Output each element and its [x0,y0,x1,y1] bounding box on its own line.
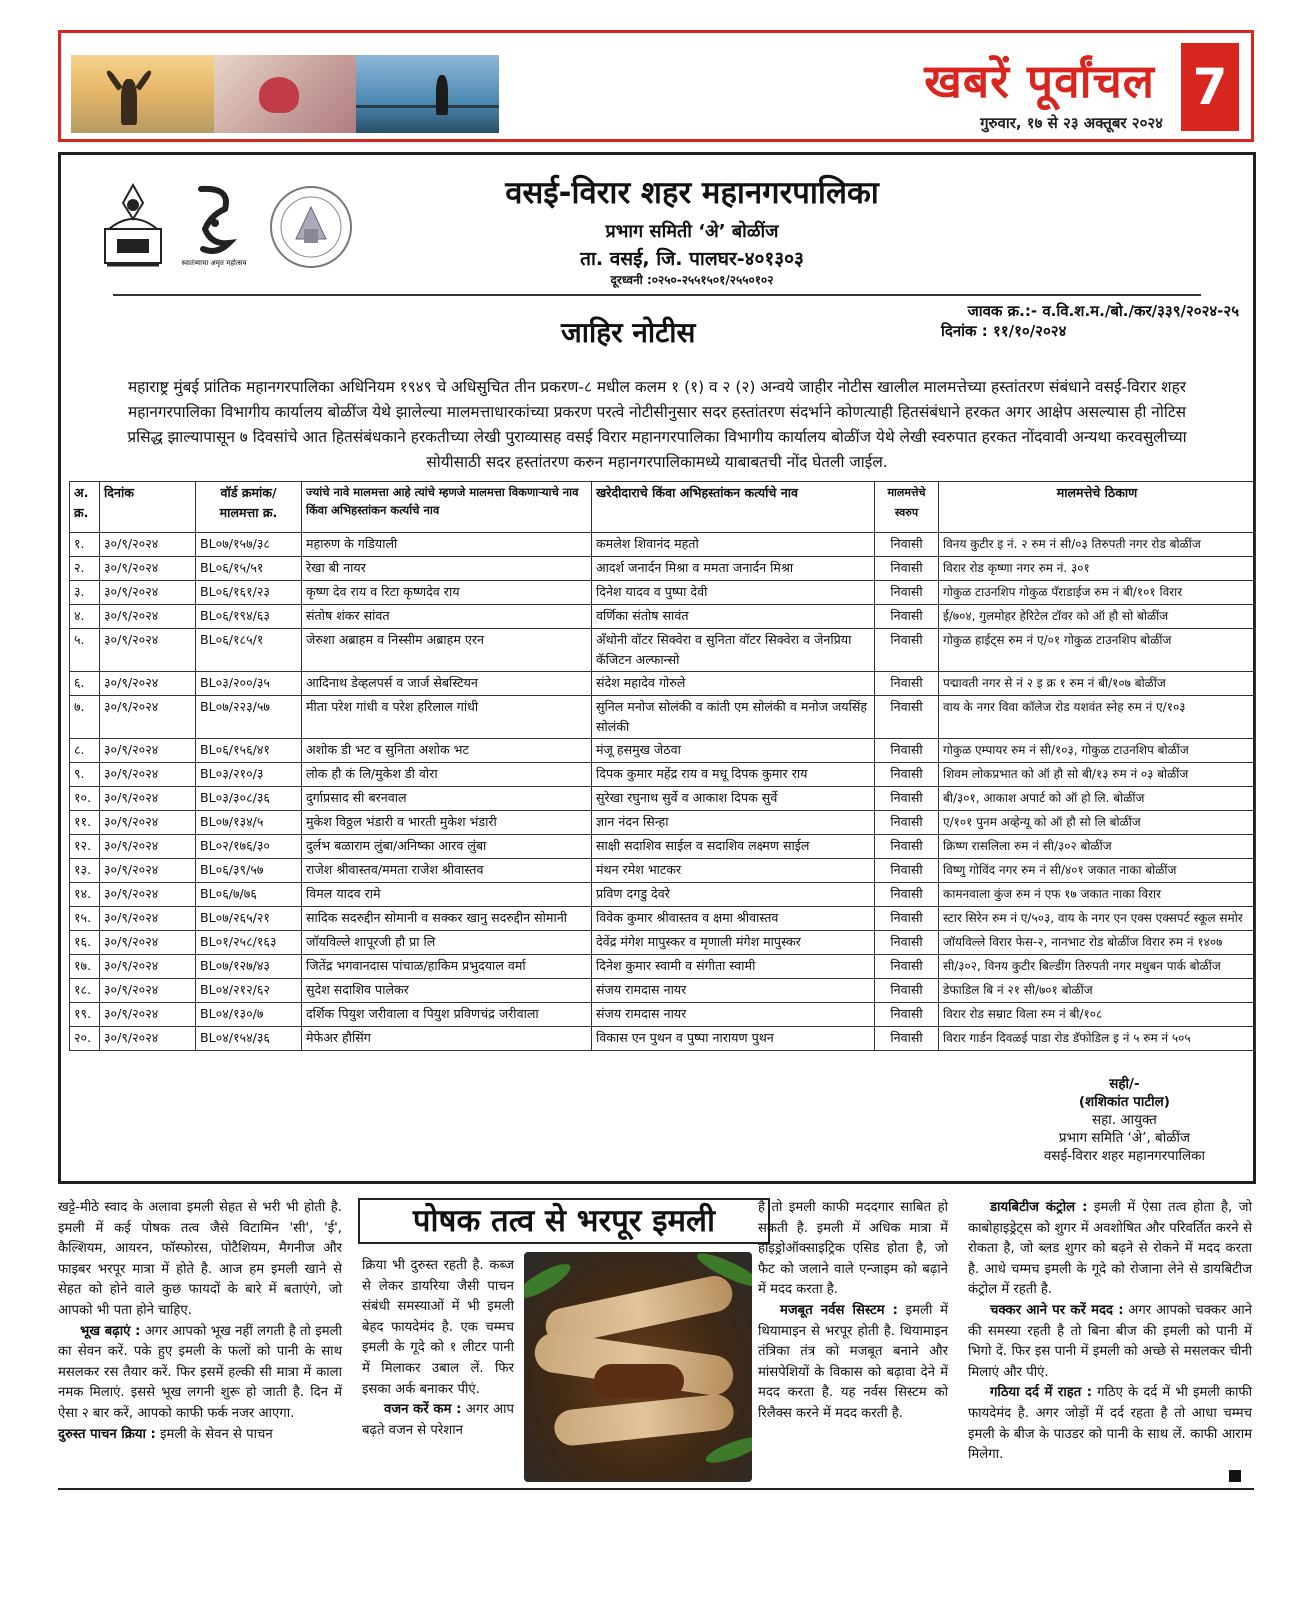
cell-seller: राजेश श्रीवास्तव/ममता राजेश श्रीवास्तव [302,859,592,883]
cell-date: ३०/९/२०२४ [100,696,196,739]
tamarind-photo [524,1252,752,1482]
cell-buyer: कमलेश शिवानंद महतो [592,533,875,557]
signatory-corp: वसई-विरार शहर महानगरपालिका [1043,1148,1205,1164]
cell-buyer: मंथन रमेश भाटकर [592,859,875,883]
article-heading-weight: वजन करें कम : [384,1402,462,1418]
col-header-buyer: खरेदीदाराचे किंवा अभिहस्तांकन कर्त्याचे नाव [592,482,875,533]
cell-buyer: दिनेश यादव व पुष्पा देवी [592,581,875,605]
article-heading-nervous: मजबूत नर्वस सिस्टम : [780,1302,898,1318]
cell-sr: ५. [70,629,100,672]
cell-sr: १६. [70,931,100,955]
cell-type: निवासी [875,1003,939,1027]
cell-sr: ४. [70,605,100,629]
table-row [70,979,1256,1003]
reference-number: जावक क्र.:- व.वि.श.म./बो./कर/३३९/२०२४-२५ [967,302,1239,320]
article-heading-dizziness: चक्कर आने पर करें मदद : [990,1302,1124,1318]
signature-mark: सही/- [1109,1076,1140,1092]
cell-seller: दर्शिक पियुश जरीवाला व पियुश प्रविणचंद्र जरीवाला [302,1003,592,1027]
cell-type: निवासी [875,629,939,672]
table-header [70,482,1256,533]
cell-type: निवासी [875,696,939,739]
cell-date: ३०/९/२०२४ [100,835,196,859]
cell-location: विरार गार्डन दिवळई पाडा रोड डॅफोडिल इ नं ५ रुम नं ५०५ [939,1027,1256,1051]
table-row [70,931,1256,955]
table-row [70,859,1256,883]
article-col-1 [58,1198,342,1445]
table-row [70,629,1256,672]
cell-ward: BL०४/२१२/६२ [196,979,302,1003]
table-row [70,696,1256,739]
cell-ward: BL०६/१८५/१ [196,629,302,672]
cell-ward: BL०६/१५/५१ [196,557,302,581]
cell-buyer: वर्णिका संतोष सावंत [592,605,875,629]
cell-seller: अशोक डी भट व सुनिता अशोक भट [302,739,592,763]
cell-location: ई/७०४, गुलमोहर हेरिटेल टॉवर को ऑ हौ सो बोळींज [939,605,1256,629]
cell-date: ३०/९/२०२४ [100,859,196,883]
cell-type: निवासी [875,835,939,859]
cell-type: निवासी [875,811,939,835]
cell-seller: संतोष शंकर सांवत [302,605,592,629]
cell-type: निवासी [875,763,939,787]
table-row [70,787,1256,811]
article-end-mark [1229,1470,1241,1482]
table-row [70,955,1256,979]
cell-seller: दुर्गाप्रसाद सी बरनवाल [302,787,592,811]
cell-sr: १८. [70,979,100,1003]
header-divider [113,294,1201,296]
cell-type: निवासी [875,955,939,979]
photo-hands-heart [214,55,357,133]
signatory-committee: प्रभाग समिति ‘अे’, बोळींज [1058,1130,1191,1146]
cell-ward: BL०३/२००/३५ [196,672,302,696]
cell-ward: BL०७/१२७/४३ [196,955,302,979]
article-heading-diabetes: डायबिटीज कंट्रोल : [990,1200,1088,1215]
article-intro: खट्टे-मीठे स्वाद के अलावा इमली सेहत से भरी भी होती है. इमली में कई पोषक तत्व जैसे विटामिन 'सी', 'ई', कैल्शियम, आयरन, फॉस्फोरस, पोटैशियम, मैगनीज और फाइबर भरपूर मात्रा में होते है. आज हम इमली खाने से सेहत को होने वाले कुछ फायदों के बारे में बताएंगे, जो आपको भी पता होने चाहिए. [58,1200,342,1318]
photo-woman-sunrise [71,55,214,133]
signatory-name: (शशिकांत पाटील) [1078,1094,1170,1110]
table-row [70,763,1256,787]
cell-location: गोकुळ हाईट्स रुम नं ए/०१ गोकुळ टाउनशिप बोळींज [939,629,1256,672]
article-text-arthritis: गठिए के दर्द में भी इमली काफी फायदेमंद है. अगर जोड़ों में दर्द रहता है तो आधा चम्मच इमली के बीज के पाउडर को पानी के साथ लें. काफी आराम मिलेगा. [968,1385,1252,1463]
table-row [70,557,1256,581]
table-row [70,605,1256,629]
cell-sr: ३. [70,581,100,605]
cell-date: ३०/९/२०२४ [100,811,196,835]
cell-buyer: विवेक कुमार श्रीवास्तव व क्षमा श्रीवास्तव [592,907,875,931]
table-row [70,883,1256,907]
cell-ward: BL०३/३०८/३६ [196,787,302,811]
cell-location: विनय कुटीर इ नं. २ रुम नं सी/०३ तिरुपती नगर रोड बोळींज [939,533,1256,557]
cell-buyer: सुरेखा रघुनाथ सुर्वे व आकाश दिपक सुर्वे [592,787,875,811]
article-text-dizziness: अगर आपको चक्कर आने की समस्या रहती है तो बिना बीज की इमली को पानी में भिगो दें. फिर इस पानी में इमली को अच्छे से मसलकर चीनी मिलाएं और पीएं. [968,1302,1252,1380]
cell-type: निवासी [875,979,939,1003]
cell-sr: ९. [70,763,100,787]
notice-title: जाहिर नोटीस [561,316,696,349]
cell-type: निवासी [875,557,939,581]
cell-type: निवासी [875,883,939,907]
cell-buyer: संजय रामदास नायर [592,1003,875,1027]
signature-block [1044,1075,1205,1165]
col-header-ward: वॉर्ड क्रमांक/ मालमत्ता क्र. [196,482,302,533]
cell-type: निवासी [875,581,939,605]
article-text-weight-cont: है तो इमली काफी मददगार साबित हो सकती है. इमली में अधिक मात्रा में हाइड्रोऑक्साइट्रिक एसिड होता है, जो फैट को जलाने वाले एन्जाइम को बढ़ाने में मदद करता है. [758,1200,948,1298]
cell-date: ३०/९/२०२४ [100,763,196,787]
article-col-4 [968,1198,1252,1466]
property-transfer-table [69,481,1256,1051]
cell-date: ३०/९/२०२४ [100,955,196,979]
cell-location: विरार रोड सम्राट विला रुम नं बी/१०८ [939,1003,1256,1027]
cell-location: गोकुळ टाउनशिप गोकुळ पॅराडाईज रुम नं बी/१०१ विरार [939,581,1256,605]
col-header-seller: ज्यांचे नावे मालमत्ता आहे त्यांचे म्हणजे मालमत्ता विकणाऱ्याचे नाव किंवा अभिहस्तांकन कर्त्याचे नाव [302,482,592,533]
corporation-name: वसई-विरार शहर महानगरपालिका [505,175,879,211]
table-row [70,1003,1256,1027]
cell-buyer: दिपक कुमार महेंद्र राय व मधू दिपक कुमार राय [592,763,875,787]
cell-seller: जेरुशा अब्राहम व निस्सीम अब्राहम एरन [302,629,592,672]
cell-seller: कृष्ण देव राय व रिटा कृष्णदेव राय [302,581,592,605]
cell-type: निवासी [875,605,939,629]
cell-location: सी/३०२, विनय कुटीर बिल्डींग तिरुपती नगर मधुबन पार्क बोळींज [939,955,1256,979]
cell-sr: १२. [70,835,100,859]
cell-location: शिवम लोकप्रभात को ऑ हौ सो बी/१३ रुम नं ०३ बोळींज [939,763,1256,787]
cell-type: निवासी [875,739,939,763]
table-row [70,811,1256,835]
cell-seller: लोक हौ कं लि/मुकेश डी वोरा [302,763,592,787]
cell-location: विष्णु गोविंद नगर रुम नं सी/४०१ जकात नाका बोळींज [939,859,1256,883]
col-header-type: मालमत्तेचे स्वरुप [875,482,939,533]
cell-buyer: प्रविण दगडु देवरे [592,883,875,907]
cell-buyer: देवेंद्र मंगेश मापुस्कर व मृणाली मंगेश मापुस्कर [592,931,875,955]
cell-date: ३०/९/२०२४ [100,787,196,811]
cell-location: क्रिष्ण रासलिला रुम नं सी/३०२ बोळींज [939,835,1256,859]
cell-seller: मीता परेश गांधी व परेश हरिलाल गांधी [302,696,592,739]
article-title: पोषक तत्व से भरपूर इमली [358,1198,770,1244]
article-text-appetite: अगर आपको भूख नहीं लगती है तो इमली का सेवन करें. पके हुए इमली के फलों को पानी के साथ मसलकर रस तैयार करें. फिर इसमें हल्की सी मात्रा में काला नमक मिलाएं. इससे भूख लगनी शुरू हो जाती है. दिन में ऐसा २ बार करें, आपको काफी फर्क नजर आएगा. [58,1323,342,1421]
cell-type: निवासी [875,859,939,883]
cell-buyer: मंजू हसमुख जेठवा [592,739,875,763]
article-heading-digestion: दुरुस्त पाचन क्रिया : [58,1426,156,1442]
cell-seller: दुर्लभ बळाराम लुंबा/अनिष्का आरव लुंबा [302,835,592,859]
corporation-phone: दूरध्वनी :०२५०-२५५१५०१/२५५०१०२ [610,273,774,287]
col-header-sr: अ. क्र. [70,482,100,533]
cell-sr: ११. [70,811,100,835]
cell-seller: मेफेअर हौसिंग [302,1027,592,1051]
cell-ward: BL०१/२५८/१६३ [196,931,302,955]
table-row [70,907,1256,931]
cell-ward: BL०६/१६१/२३ [196,581,302,605]
cell-sr: १४. [70,883,100,907]
cell-date: ३०/९/२०२४ [100,605,196,629]
cell-sr: १०. [70,787,100,811]
table-row [70,672,1256,696]
cell-seller: महारुण के गडियाली [302,533,592,557]
cell-sr: १५. [70,907,100,931]
cell-ward: BL०७/१३४/५ [196,811,302,835]
table-row [70,1027,1256,1051]
cell-location: बी/३०१, आकाश अपार्ट को ऑ हो लि. बोळींज [939,787,1256,811]
cell-sr: ८. [70,739,100,763]
cell-location: कामनवाला कुंज रुम नं एफ १७ जकात नाका विरार [939,883,1256,907]
cell-seller: विमल यादव रामे [302,883,592,907]
cell-ward: BL०७/१५७/३८ [196,533,302,557]
cell-seller: सुदेश सदाशिव पालेकर [302,979,592,1003]
cell-seller: आदिनाथ डेव्हलपर्स व जार्ज सेबस्टियन [302,672,592,696]
cell-date: ३०/९/२०२४ [100,907,196,931]
tamarind-article [58,1198,1254,1488]
col-header-location: मालमत्तेचे ठिकाण [939,482,1256,533]
cell-ward: BL०६/१५६/४१ [196,739,302,763]
cell-sr: १. [70,533,100,557]
signatory-designation: सहा. आयुक्त [1091,1112,1157,1128]
cell-location: ए/१०१ पुनम अव्हेन्यू को ऑ हौ सो लि बोळींज [939,811,1256,835]
article-text-weight: अगर आप बढ़ते वजन से परेशान [362,1402,514,1438]
cell-sr: १९. [70,1003,100,1027]
cell-ward: BL०६/७/७६ [196,883,302,907]
cell-date: ३०/९/२०२४ [100,1003,196,1027]
corporation-address: ता. वसई, जि. पालघर-४०१३०३ [580,248,804,270]
cell-ward: BL०४/१३०/७ [196,1003,302,1027]
cell-location: स्टार सिरेन रुम नं ए/५०३, वाय के नगर एन एक्स एक्सपर्ट स्कूल समोर [939,907,1256,931]
cell-date: ३०/९/२०२४ [100,883,196,907]
cell-buyer: दिनेश कुमार स्वामी व संगीता स्वामी [592,955,875,979]
table-row [70,739,1256,763]
cell-date: ३०/९/२०२४ [100,629,196,672]
cell-date: ३०/९/२०२४ [100,739,196,763]
article-text-nervous: इमली में थियामाइन से भरपूर होती है. थियामाइन तंत्रिका तंत्र को मजबूत बनाने और मांसपेशियों के विकास को बढ़ावा देने में मदद करता है. यह नर्वस सिस्टम को रिलैक्स करने में मदद करती है. [758,1302,949,1421]
reference-date: दिनांक : ११/१०/२०२४ [941,322,1067,340]
cell-buyer: संदेश महादेव गोरुले [592,672,875,696]
cell-seller: मुकेश विठ्ठल भंडारी व भारती मुकेश भंडारी [302,811,592,835]
page-number: 7 [1181,43,1239,131]
article-text-digestion-cont: क्रिया भी दुरुस्त रहती है. कब्ज से लेकर डायरिया जैसी पाचन संबंधी समस्याओं में भी इमली बेहद फायदेमंद है. एक चम्मच इमली के गूदे को १ लीटर पानी में मिलाकर उबाल लें. फिर इसका अर्क बनाकर पीएं. [362,1258,514,1397]
cell-date: ३०/९/२०२४ [100,533,196,557]
col-header-date: दिनांक [100,482,196,533]
cell-seller: जॉयविल्ले शापूरजी हौ प्रा लि [302,931,592,955]
cell-type: निवासी [875,533,939,557]
cell-date: ३०/९/२०२४ [100,672,196,696]
cell-ward: BL०४/१५४/३६ [196,1027,302,1051]
cell-seller: सादिक सदरुद्दीन सोमानी व सक्कर खानु सदरुद्दीन सोमानी [302,907,592,931]
article-text-diabetes: इमली में ऐसा तत्व होता है, जो काबोहाइड्रेट्स को शुगर में अवशोषित और परिवर्तित करने से रोकता है, जो ब्लड शुगर को बढ़ने से रोकने में मदद करता है. आधे चम्मच इमली के गूदे को रोजाना लेने से डायबिटीज कंट्रोल में रहती है. [968,1200,1253,1298]
cell-type: निवासी [875,672,939,696]
svg-text:स्वातंत्र्याचा अमृत महोत्सव: स्वातंत्र्याचा अमृत महोत्सव [181,259,247,267]
cell-buyer: साक्षी सदाशिव साईल व सदाशिव लक्ष्मण साईल [592,835,875,859]
article-heading-arthritis: गठिया दर्द में राहत : [990,1385,1093,1401]
cell-buyer: ज्ञान नंदन सिन्हा [592,811,875,835]
cell-type: निवासी [875,1027,939,1051]
cell-seller: रेखा बी नायर [302,557,592,581]
cell-type: निवासी [875,907,939,931]
cell-date: ३०/९/२०२४ [100,557,196,581]
article-col-2 [362,1256,514,1441]
cell-buyer: विकास एन पुथन व पुष्पा नारायण पुथन [592,1027,875,1051]
cell-seller: जितेंद्र भगवानदास पांचाळ/हाकिम प्रभुदयाल वर्मा [302,955,592,979]
public-notice [58,152,1256,1184]
cell-sr: १७. [70,955,100,979]
cell-buyer: संजय रामदास नायर [592,979,875,1003]
cell-buyer: सुनिल मनोज सोलंकी व कांती एम सोलंकी व मनोज जयसिंह सोलंकी [592,696,875,739]
cell-sr: २. [70,557,100,581]
cell-date: ३०/९/२०२४ [100,581,196,605]
cell-buyer: आदर्श जनार्दन मिश्रा व ममता जनार्दन मिश्रा [592,557,875,581]
cell-location: डेफाडिल बि नं २१ सी/७०१ बोळींज [939,979,1256,1003]
cell-ward: BL०६/३९/५७ [196,859,302,883]
cell-type: निवासी [875,787,939,811]
notice-paragraph: महाराष्ट्र मुंबई प्रांतिक महानगरपालिका अधिनियम १९४९ चे अधिसुचित तीन प्रकरण-८ मधील कलम १ (१) व २ (२) अन्वये जाहीर नोटीस खालील मालमत्तेच्या हस्तांतरण संबंधाने वसई-विरार शहर महानगरपालिका विभागीय कार्यालय बोळींज येथे झालेल्या मालमत्ताधारकांच्या प्रकरण परत्वे नोटीसीनुसार सदर हस्तांतरण संदर्भाने कोणत्याही हितसंबंधाने हरकत अगर आक्षेप असल्यास ही नोटिस प्रसिद्ध झाल्यापासून ७ दिवसांचे आत हितसंबंधकाने हरकतीच्या लेखी पुराव्यासह वसई विरार महानगरपालिका विभागीय कार्यालय बोळींज येथे लेखी स्वरुपात हरकत नोंदवावी अन्यथा करवसुलीच्या सोयीसाठी सदर हस्तांतरण करुन महानगरपालिकामध्ये याबाबतची नोंद घेतली जाईल. [127,378,1187,471]
cell-ward: BL०३/२१०/३ [196,763,302,787]
masthead-photos [71,55,499,133]
table-row [70,533,1256,557]
article-heading-appetite: भूख बढ़ाएं : [80,1323,141,1339]
table-row [70,835,1256,859]
cell-location: पद्मावती नगर से नं २ इ क्र १ रुम नं बी/१०७ बोळींज [939,672,1256,696]
bottom-rule [58,1488,1254,1490]
brand-title: खबरें पूर्वांचल [924,54,1155,108]
cell-ward: BL०२/१७६/३० [196,835,302,859]
masthead [58,30,1254,142]
cell-sr: ७. [70,696,100,739]
cell-ward: BL०६/१९४/६३ [196,605,302,629]
cell-sr: १३. [70,859,100,883]
cell-location: वाय के नगर विवा कॉलेज रोड यशवंत स्नेह रुम नं ए/१०३ [939,696,1256,739]
cell-ward: BL०७/२२३/५७ [196,696,302,739]
cell-date: ३०/९/२०२४ [100,979,196,1003]
ward-committee: प्रभाग समिती ‘अे’ बोळींज [605,221,779,242]
cell-ward: BL०७/२६५/२१ [196,907,302,931]
cell-type: निवासी [875,931,939,955]
table-row [70,581,1256,605]
article-text-digestion: इमली के सेवन से पाचन [160,1426,273,1442]
cell-location: विरार रोड कृष्णा नगर रुम नं. ३०१ [939,557,1256,581]
cell-location: जॉयविल्ले विरार फेस-२, नानभाट रोड बोळींज विरार रुम नं १४०७ [939,931,1256,955]
issue-date: गुरुवार, १७ से २३ अक्तूबर २०२४ [980,114,1163,132]
cell-date: ३०/९/२०२४ [100,931,196,955]
cell-buyer: अँथोनी वॉटर सिक्वेरा व सुनिता वॉटर सिक्वेरा व जेनप्रिया कॅजिटन अल्फान्सो [592,629,875,672]
cell-location: गोकुळ एम्पायर रुम नं सी/१०३, गोकुळ टाउनशिप बोळींज [939,739,1256,763]
cell-sr: २०. [70,1027,100,1051]
article-col-3 [758,1198,948,1425]
cell-date: ३०/९/२०२४ [100,1027,196,1051]
cell-sr: ६. [70,672,100,696]
photo-runner [356,55,499,133]
